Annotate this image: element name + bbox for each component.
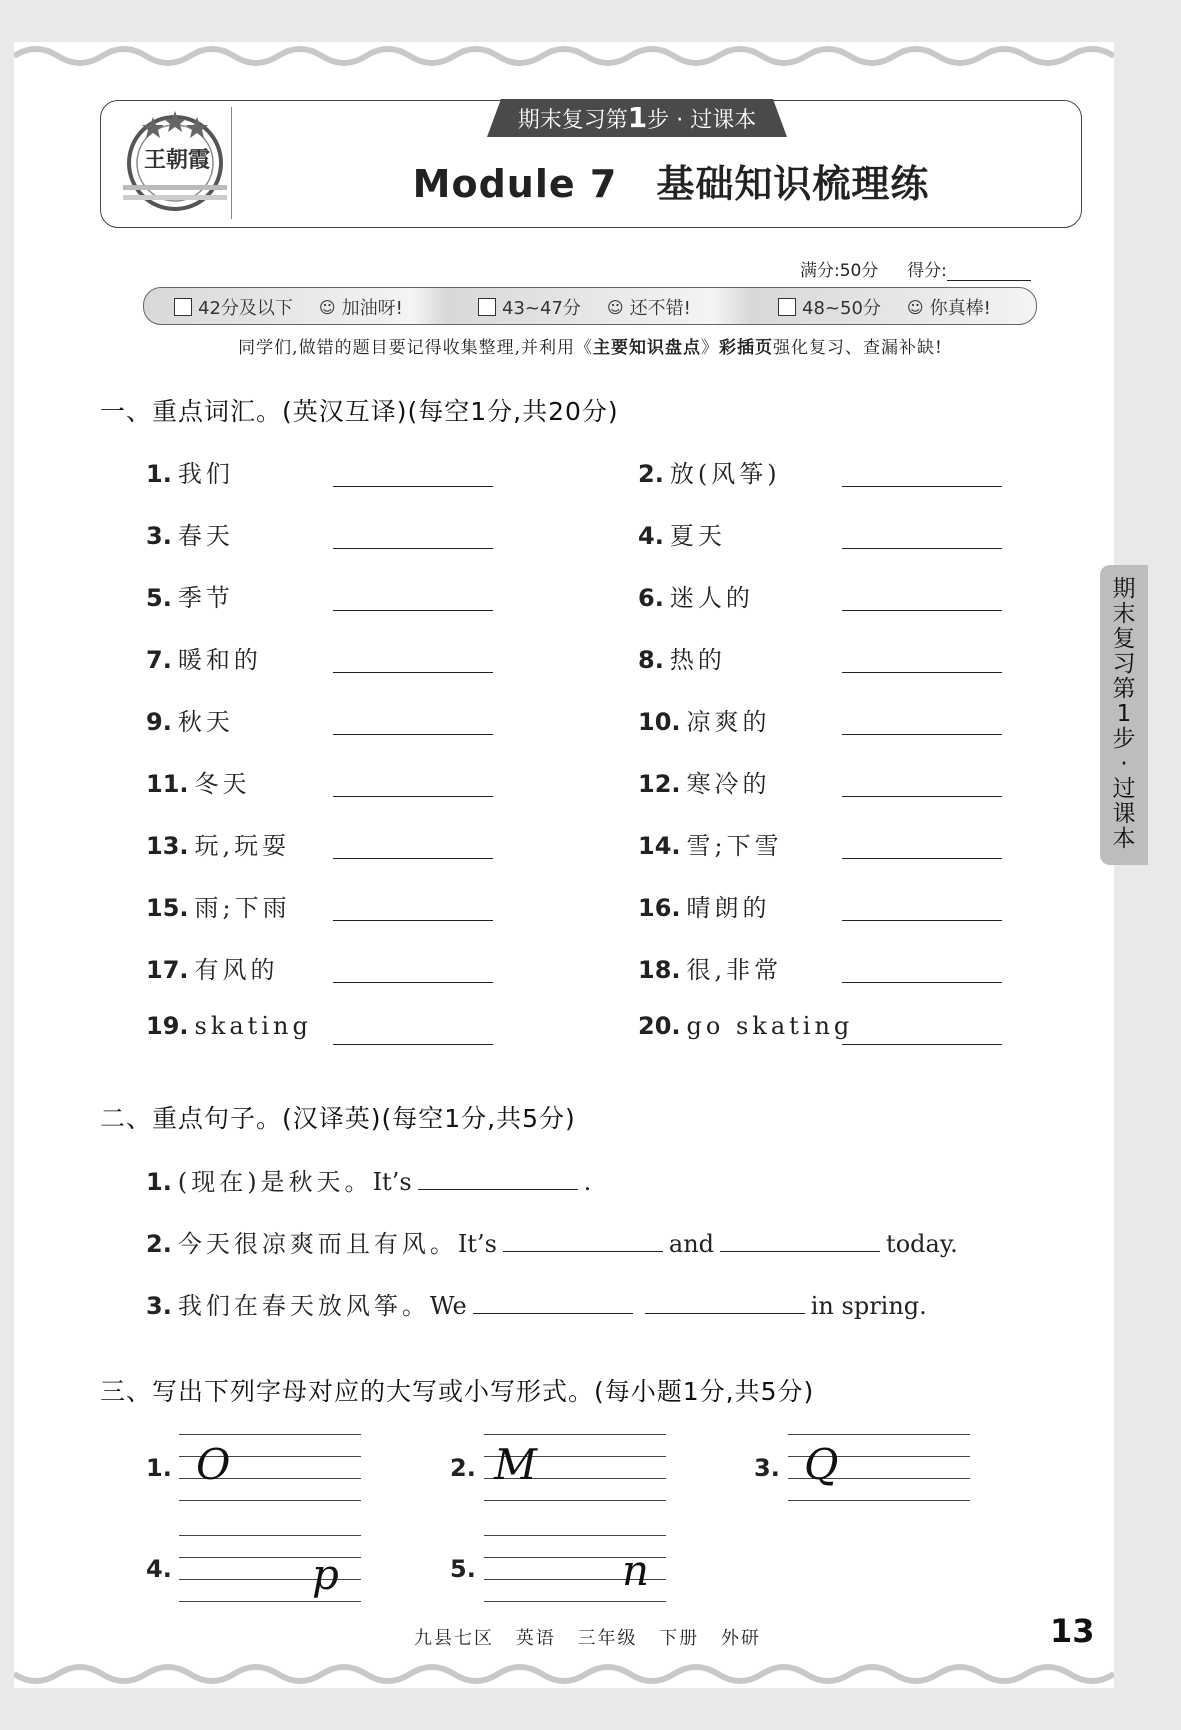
sentence-2 <box>146 1224 958 1259</box>
letter-number: 1. <box>146 1454 172 1482</box>
section3-title: 三、写出下列字母对应的大写或小写形式。(每小题1分,共5分) <box>100 1377 815 1406</box>
answer-blank[interactable] <box>333 610 493 611</box>
vocab-number: 10. <box>638 708 681 736</box>
vocab-word: 热的 <box>669 646 726 674</box>
answer-blank[interactable] <box>842 858 1002 859</box>
sentence-text: and <box>668 1230 715 1258</box>
vocab-number: 16. <box>638 894 681 922</box>
rating-item <box>174 294 403 320</box>
vocab-item <box>146 950 279 986</box>
answer-blank[interactable] <box>333 548 493 549</box>
vocab-word: 凉爽的 <box>686 708 771 736</box>
sentence-1 <box>146 1162 591 1197</box>
vocab-number: 15. <box>146 894 189 922</box>
smiley-icon: ☺ <box>606 297 624 317</box>
vocab-number: 5. <box>146 584 172 612</box>
answer-blank[interactable] <box>333 858 493 859</box>
vocab-number: 1. <box>146 460 172 488</box>
vocab-number: 11. <box>146 770 189 798</box>
letter-number: 5. <box>450 1555 476 1583</box>
side-tab-text: 期末复习第1步·过课本 <box>1112 576 1136 852</box>
tip-bold-knowledge: 主要知识盘点 <box>592 338 701 358</box>
answer-blank[interactable] <box>842 672 1002 673</box>
sentence-chinese: 今天很凉爽而且有风。 <box>177 1230 458 1258</box>
vocab-item <box>638 640 726 676</box>
vocab-word: skating <box>194 1012 312 1040</box>
answer-blank[interactable] <box>645 1291 805 1314</box>
answer-blank[interactable] <box>333 982 493 983</box>
answer-blank[interactable] <box>842 548 1002 549</box>
vocab-item <box>146 826 290 862</box>
rating-checkbox[interactable] <box>478 298 496 316</box>
vocab-number: 4. <box>638 522 664 550</box>
vocab-item <box>146 516 234 552</box>
sentence-text: It’s <box>372 1168 412 1196</box>
given-letter: M <box>494 1440 538 1489</box>
vocab-item <box>146 1012 312 1048</box>
banner-suffix: 步 · 过课本 <box>647 108 757 133</box>
vocab-word: 我们 <box>177 460 234 488</box>
given-letter: p <box>312 1550 339 1599</box>
answer-blank[interactable] <box>333 486 493 487</box>
vocab-item <box>638 516 726 552</box>
got-score-label: 得分: <box>907 261 947 281</box>
sentence-number: 1. <box>146 1168 172 1196</box>
sentence-text: today. <box>886 1230 958 1258</box>
rating-comment: 你真棒! <box>929 298 991 319</box>
tip-bold-insert: 彩插页 <box>718 338 773 358</box>
letter-number: 2. <box>450 1454 476 1482</box>
rating-bar <box>143 287 1037 325</box>
vocab-number: 8. <box>638 646 664 674</box>
answer-blank[interactable] <box>503 1229 663 1252</box>
rating-range: 48~50分 <box>802 298 881 319</box>
sentence-chinese: (现在)是秋天。 <box>177 1168 373 1196</box>
vocab-word: 有风的 <box>194 956 279 984</box>
vocab-number: 14. <box>638 832 681 860</box>
vocab-word: 春天 <box>177 522 234 550</box>
answer-blank[interactable] <box>842 486 1002 487</box>
vocab-number: 7. <box>146 646 172 674</box>
section2-title: 二、重点句子。(汉译英)(每空1分,共5分) <box>100 1104 576 1133</box>
vocab-number: 17. <box>146 956 189 984</box>
page-number: 13 <box>1050 1612 1095 1650</box>
answer-blank[interactable] <box>842 1044 1002 1045</box>
sentence-3 <box>146 1286 927 1321</box>
full-score-label: 满分:50分 <box>800 261 879 281</box>
rating-range: 42分及以下 <box>198 298 293 319</box>
vocab-number: 6. <box>638 584 664 612</box>
smiley-icon: ☺ <box>318 297 336 317</box>
vocab-number: 3. <box>146 522 172 550</box>
vocab-item <box>146 764 251 800</box>
rating-comment: 还不错! <box>629 298 691 319</box>
vocab-word: 寒冷的 <box>686 770 771 798</box>
score-line <box>800 256 1031 281</box>
smiley-icon: ☺ <box>906 297 924 317</box>
rating-checkbox[interactable] <box>174 298 192 316</box>
vocab-word: 晴朗的 <box>686 894 771 922</box>
given-letter: Q <box>804 1440 839 1489</box>
side-tab <box>1100 565 1148 865</box>
vocab-number: 9. <box>146 708 172 736</box>
vocab-number: 20. <box>638 1012 681 1040</box>
answer-blank[interactable] <box>473 1291 633 1314</box>
rating-checkbox[interactable] <box>778 298 796 316</box>
rating-item <box>778 294 991 320</box>
tip-after: 强化复习、查漏补缺! <box>772 338 943 358</box>
answer-blank[interactable] <box>842 982 1002 983</box>
vocab-item <box>146 888 291 924</box>
vocab-word: 雨;下雨 <box>194 894 291 922</box>
vocab-item <box>638 950 782 986</box>
vocab-item <box>146 702 234 738</box>
vocab-word: 暖和的 <box>177 646 262 674</box>
score-blank[interactable] <box>947 264 1031 281</box>
answer-blank[interactable] <box>418 1167 578 1190</box>
vocab-word: 秋天 <box>177 708 234 736</box>
answer-blank[interactable] <box>842 796 1002 797</box>
vocab-item <box>638 888 771 924</box>
sentence-chinese: 我们在春天放风筝。 <box>177 1292 430 1320</box>
vocab-item <box>638 1012 853 1048</box>
vocab-word: 迷人的 <box>669 584 754 612</box>
sentence-number: 2. <box>146 1230 172 1258</box>
tip-middle: 》 <box>700 338 719 358</box>
section1-title: 一、重点词汇。(英汉互译)(每空1分,共20分) <box>100 397 619 426</box>
answer-blank[interactable] <box>842 920 1002 921</box>
answer-blank[interactable] <box>842 610 1002 611</box>
sentence-text: We <box>429 1292 467 1320</box>
vocab-word: 很,非常 <box>686 956 783 984</box>
header-box <box>100 100 1082 228</box>
publisher-logo <box>119 107 232 219</box>
vocab-word: go skating <box>686 1012 854 1040</box>
vocab-word: 玩,玩耍 <box>194 832 291 860</box>
module-title: Module 7 基础知识梳理练 <box>412 162 930 206</box>
tip-text <box>0 333 1181 358</box>
vocab-word: 放(风筝) <box>669 460 781 488</box>
vocab-item <box>146 454 234 490</box>
vocab-word: 夏天 <box>669 522 726 550</box>
step-banner-label <box>487 101 787 138</box>
vocab-number: 18. <box>638 956 681 984</box>
sentence-text: . <box>583 1168 592 1196</box>
given-letter: n <box>622 1546 650 1595</box>
banner-step-number: 1 <box>627 101 648 134</box>
vocab-number: 13. <box>146 832 189 860</box>
letter-number: 3. <box>754 1454 780 1482</box>
answer-blank[interactable] <box>333 672 493 673</box>
vocab-number: 19. <box>146 1012 189 1040</box>
vocab-item <box>638 578 754 614</box>
vocab-number: 2. <box>638 460 664 488</box>
sentence-text: It’s <box>457 1230 497 1258</box>
vocab-word: 冬天 <box>194 770 251 798</box>
answer-blank[interactable] <box>720 1229 880 1252</box>
rating-item <box>478 294 691 320</box>
vocab-number: 12. <box>638 770 681 798</box>
sentence-text: in spring. <box>810 1292 927 1320</box>
vocab-item <box>638 826 783 862</box>
vocab-word: 季节 <box>177 584 234 612</box>
answer-blank[interactable] <box>333 796 493 797</box>
answer-blank[interactable] <box>842 734 1002 735</box>
vocab-item <box>146 640 262 676</box>
banner-prefix: 期末复习第 <box>517 108 628 133</box>
answer-blank[interactable] <box>333 920 493 921</box>
vocab-item <box>638 454 781 490</box>
given-letter: O <box>196 1440 231 1489</box>
step-banner <box>487 99 787 137</box>
sentence-number: 3. <box>146 1292 172 1320</box>
rating-comment: 加油呀! <box>341 298 403 319</box>
vocab-word: 雪;下雪 <box>686 832 783 860</box>
letter-number: 4. <box>146 1555 172 1583</box>
vocab-item <box>146 578 234 614</box>
vocab-item <box>638 764 771 800</box>
answer-blank[interactable] <box>333 734 493 735</box>
answer-blank[interactable] <box>333 1044 493 1045</box>
vocab-item <box>638 702 771 738</box>
logo-text: 王朝霞 <box>143 147 210 173</box>
tip-before: 同学们,做错的题目要记得收集整理,并利用《 <box>238 338 593 358</box>
rating-range: 43~47分 <box>502 298 581 319</box>
footer-text: 九县七区 英语 三年级 下册 外研 <box>414 1628 761 1649</box>
